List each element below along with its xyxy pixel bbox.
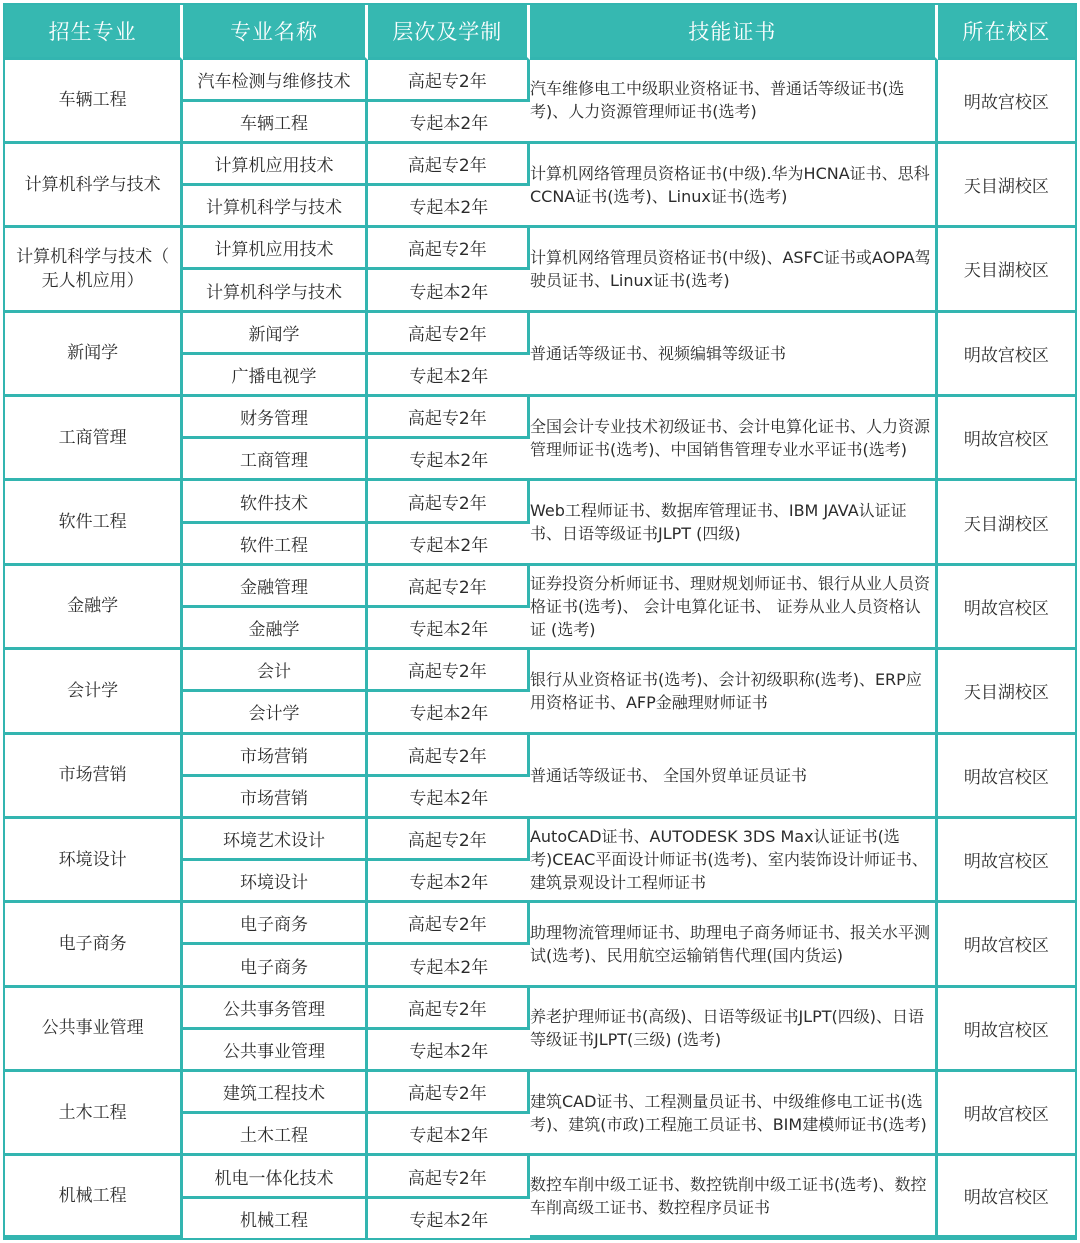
program-name-cell: 电子商务: [183, 945, 367, 987]
level-duration-cell: 高起专2年: [368, 1156, 530, 1198]
program-name-cell: 环境艺术设计: [183, 819, 367, 861]
program-name-cell: 市场营销: [183, 777, 367, 819]
header-cell-level-duration: 层次及学制: [368, 5, 530, 60]
major-cell: 市场营销: [5, 735, 183, 819]
table-row: [5, 735, 1075, 777]
table-row: [5, 819, 1075, 861]
certificates-cell: 数控车削中级工证书、数控铣削中级工证书(选考)、数控车削高级工证书、数控程序员证书: [530, 1156, 938, 1238]
level-duration-cell: 专起本2年: [368, 524, 530, 566]
level-duration-cell: 高起专2年: [368, 566, 530, 608]
program-name-cell: 公共事业管理: [183, 1030, 367, 1072]
major-cell: 计算机科学与技术（ 无人机应用）: [5, 228, 183, 312]
level-duration-cell: 专起本2年: [368, 1114, 530, 1156]
certificates-cell: AutoCAD证书、AUTODESK 3DS Max认证证书(选考)CEAC平面设计师证书(选考)、室内装饰设计师证书、建筑景观设计工程师证书: [530, 819, 938, 903]
level-duration-cell: 高起专2年: [368, 650, 530, 692]
certificates-cell: 汽车维修电工中级职业资格证书、普通话等级证书(选考)、人力资源管理师证书(选考): [530, 60, 938, 144]
certificates-cell: 全国会计专业技术初级证书、会计电算化证书、人力资源管理师证书(选考)、中国销售管理专业水平证书(选考): [530, 397, 938, 481]
level-duration-cell: 高起专2年: [368, 903, 530, 945]
level-duration-cell: 高起专2年: [368, 1072, 530, 1114]
level-duration-cell: 高起专2年: [368, 228, 530, 270]
level-duration-cell: 专起本2年: [368, 102, 530, 144]
level-duration-cell: 专起本2年: [368, 692, 530, 734]
campus-cell: 明故宫校区: [938, 819, 1075, 903]
header-cell-major: 招生专业: [5, 5, 183, 60]
header-cell-certificates: 技能证书: [530, 5, 938, 60]
program-name-cell: 工商管理: [183, 439, 367, 481]
major-cell: 土木工程: [5, 1072, 183, 1156]
program-name-cell: 计算机应用技术: [183, 228, 367, 270]
certificates-cell: 养老护理师证书(高级)、日语等级证书JLPT(四级)、日语等级证书JLPT(三级) (选考): [530, 988, 938, 1072]
table-row: [5, 903, 1075, 945]
program-name-cell: 公共事务管理: [183, 988, 367, 1030]
program-name-cell: 土木工程: [183, 1114, 367, 1156]
table-row: [5, 988, 1075, 1030]
program-name-cell: 计算机科学与技术: [183, 270, 367, 312]
campus-cell: 天目湖校区: [938, 144, 1075, 228]
program-name-cell: 计算机科学与技术: [183, 186, 367, 228]
campus-cell: 明故宫校区: [938, 1156, 1075, 1238]
campus-cell: 明故宫校区: [938, 397, 1075, 481]
campus-cell: 天目湖校区: [938, 650, 1075, 734]
certificates-cell: 普通话等级证书、视频编辑等级证书: [530, 313, 938, 397]
table-row: [5, 144, 1075, 186]
program-name-cell: 软件技术: [183, 481, 367, 523]
table-row: [5, 313, 1075, 355]
certificates-cell: 证券投资分析师证书、理财规划师证书、银行从业人员资格证书(选考)、 会计电算化证书、 证券从业人员资格认证 (选考): [530, 566, 938, 650]
campus-cell: 明故宫校区: [938, 735, 1075, 819]
campus-cell: 天目湖校区: [938, 228, 1075, 312]
program-name-cell: 汽车检测与维修技术: [183, 60, 367, 102]
program-name-cell: 金融学: [183, 608, 367, 650]
program-name-cell: 会计: [183, 650, 367, 692]
level-duration-cell: 高起专2年: [368, 819, 530, 861]
level-duration-cell: 高起专2年: [368, 60, 530, 102]
campus-cell: 天目湖校区: [938, 481, 1075, 565]
campus-cell: 明故宫校区: [938, 313, 1075, 397]
admissions-table: [3, 3, 1077, 1240]
level-duration-cell: 专起本2年: [368, 608, 530, 650]
level-duration-cell: 专起本2年: [368, 1030, 530, 1072]
certificates-cell: 助理物流管理师证书、助理电子商务师证书、报关水平测试(选考)、民用航空运输销售代理(国内货运): [530, 903, 938, 987]
level-duration-cell: 高起专2年: [368, 988, 530, 1030]
major-cell: 机械工程: [5, 1156, 183, 1238]
table-row: [5, 228, 1075, 270]
table-row: [5, 397, 1075, 439]
program-name-cell: 建筑工程技术: [183, 1072, 367, 1114]
program-name-cell: 环境设计: [183, 861, 367, 903]
level-duration-cell: 高起专2年: [368, 313, 530, 355]
level-duration-cell: 高起专2年: [368, 397, 530, 439]
certificates-cell: 建筑CAD证书、工程测量员证书、中级维修电工证书(选考)、建筑(市政)工程施工员证书、BIM建模师证书(选考): [530, 1072, 938, 1156]
program-name-cell: 机械工程: [183, 1199, 367, 1238]
program-name-cell: 软件工程: [183, 524, 367, 566]
level-duration-cell: 专起本2年: [368, 861, 530, 903]
program-name-cell: 车辆工程: [183, 102, 367, 144]
program-name-cell: 财务管理: [183, 397, 367, 439]
program-name-cell: 市场营销: [183, 735, 367, 777]
program-name-cell: 计算机应用技术: [183, 144, 367, 186]
campus-cell: 明故宫校区: [938, 988, 1075, 1072]
level-duration-cell: 专起本2年: [368, 945, 530, 987]
program-name-cell: 新闻学: [183, 313, 367, 355]
level-duration-cell: 高起专2年: [368, 481, 530, 523]
table-row: [5, 481, 1075, 523]
table-row: [5, 566, 1075, 608]
table-header-row: [5, 5, 1075, 60]
header-cell-program-name: 专业名称: [183, 5, 367, 60]
level-duration-cell: 高起专2年: [368, 144, 530, 186]
major-cell: 车辆工程: [5, 60, 183, 144]
header-cell-campus: 所在校区: [938, 5, 1075, 60]
certificates-cell: 普通话等级证书、 全国外贸单证员证书: [530, 735, 938, 819]
level-duration-cell: 专起本2年: [368, 777, 530, 819]
major-cell: 公共事业管理: [5, 988, 183, 1072]
level-duration-cell: 专起本2年: [368, 439, 530, 481]
level-duration-cell: 专起本2年: [368, 186, 530, 228]
program-name-cell: 机电一体化技术: [183, 1156, 367, 1198]
level-duration-cell: 专起本2年: [368, 355, 530, 397]
certificates-cell: 银行从业资格证书(选考)、会计初级职称(选考)、ERP应用资格证书、AFP金融理财师证书: [530, 650, 938, 734]
certificates-cell: 计算机网络管理员资格证书(中级)、ASFC证书或AOPA驾驶员证书、Linux证书(选考): [530, 228, 938, 312]
major-cell: 新闻学: [5, 313, 183, 397]
program-name-cell: 会计学: [183, 692, 367, 734]
program-name-cell: 电子商务: [183, 903, 367, 945]
program-name-cell: 金融管理: [183, 566, 367, 608]
major-cell: 环境设计: [5, 819, 183, 903]
campus-cell: 明故宫校区: [938, 566, 1075, 650]
table-row: [5, 60, 1075, 102]
certificates-cell: Web工程师证书、数据库管理证书、IBM JAVA认证证书、日语等级证书JLPT (四级): [530, 481, 938, 565]
campus-cell: 明故宫校区: [938, 903, 1075, 987]
major-cell: 工商管理: [5, 397, 183, 481]
major-cell: 软件工程: [5, 481, 183, 565]
major-cell: 会计学: [5, 650, 183, 734]
level-duration-cell: 高起专2年: [368, 735, 530, 777]
table-row: [5, 1072, 1075, 1114]
level-duration-cell: 专起本2年: [409, 1210, 489, 1231]
major-cell: 计算机科学与技术: [5, 144, 183, 228]
certificates-cell: 计算机网络管理员资格证书(中级).华为HCNA证书、思科CCNA证书(选考)、Linux证书(选考): [530, 144, 938, 228]
program-name-cell: 广播电视学: [183, 355, 367, 397]
level-duration-cell: 专起本2年: [368, 270, 530, 312]
major-cell: 金融学: [5, 566, 183, 650]
table-row: [5, 1156, 1075, 1198]
table-row: [5, 650, 1075, 692]
major-cell: 电子商务: [5, 903, 183, 987]
campus-cell: 明故宫校区: [938, 1072, 1075, 1156]
campus-cell: 明故宫校区: [938, 60, 1075, 144]
